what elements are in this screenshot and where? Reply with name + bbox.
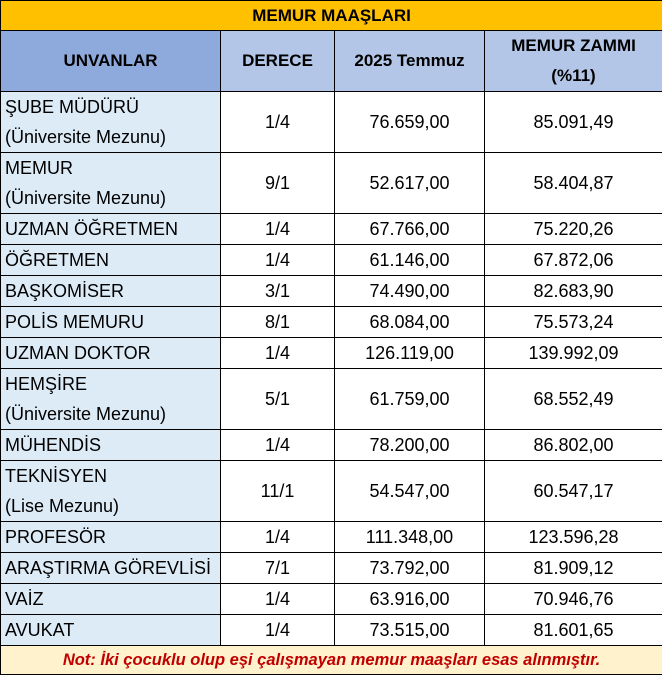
cell-maas: 126.119,00 — [335, 338, 485, 369]
unvan-label: ARAŞTIRMA GÖREVLİSİ — [5, 558, 212, 578]
table-row — [1, 522, 662, 553]
unvan-sublabel: (Üniversite Mezunu) — [5, 127, 167, 147]
table-row — [1, 338, 662, 369]
cell-zam: 60.547,17 — [485, 461, 662, 522]
cell-maas: 68.084,00 — [335, 307, 485, 338]
note-row — [1, 646, 662, 675]
table-row — [1, 584, 662, 615]
cell-unvan — [1, 615, 221, 646]
unvan-label: HEMŞİRE — [5, 374, 88, 394]
cell-derece: 8/1 — [221, 307, 335, 338]
unvan-label: BAŞKOMİSER — [5, 281, 125, 301]
cell-zam: 123.596,28 — [485, 522, 662, 553]
cell-unvan — [1, 584, 221, 615]
cell-zam: 139.992,09 — [485, 338, 662, 369]
cell-unvan — [1, 338, 221, 369]
table-row — [1, 214, 662, 245]
header-derece: DERECE — [221, 31, 335, 92]
table-row — [1, 92, 662, 153]
table-row — [1, 430, 662, 461]
unvan-label: UZMAN DOKTOR — [5, 343, 151, 363]
table-row — [1, 369, 662, 430]
table-row — [1, 276, 662, 307]
cell-unvan — [1, 369, 221, 430]
cell-maas: 61.759,00 — [335, 369, 485, 430]
cell-unvan — [1, 307, 221, 338]
unvan-label: MÜHENDİS — [5, 435, 102, 455]
unvan-label: VAİZ — [5, 589, 44, 609]
header-memur-zammi-line2: (%11) — [551, 66, 596, 85]
cell-zam: 75.220,26 — [485, 214, 662, 245]
cell-maas: 61.146,00 — [335, 245, 485, 276]
cell-zam: 81.909,12 — [485, 553, 662, 584]
cell-zam: 85.091,49 — [485, 92, 662, 153]
table-row — [1, 153, 662, 214]
cell-zam: 68.552,49 — [485, 369, 662, 430]
title-row — [1, 1, 662, 31]
cell-derece: 1/4 — [221, 214, 335, 245]
cell-zam: 81.601,65 — [485, 615, 662, 646]
cell-unvan — [1, 553, 221, 584]
cell-derece: 1/4 — [221, 430, 335, 461]
cell-maas: 111.348,00 — [335, 522, 485, 553]
header-memur-zammi — [485, 31, 662, 92]
cell-maas: 52.617,00 — [335, 153, 485, 214]
cell-derece: 1/4 — [221, 584, 335, 615]
cell-unvan — [1, 153, 221, 214]
cell-zam: 86.802,00 — [485, 430, 662, 461]
cell-unvan — [1, 522, 221, 553]
cell-maas: 73.515,00 — [335, 615, 485, 646]
cell-unvan — [1, 92, 221, 153]
cell-maas: 63.916,00 — [335, 584, 485, 615]
unvan-label: POLİS MEMURU — [5, 312, 145, 332]
cell-zam: 82.683,90 — [485, 276, 662, 307]
table-row — [1, 461, 662, 522]
cell-maas: 74.490,00 — [335, 276, 485, 307]
cell-derece: 1/4 — [221, 615, 335, 646]
table-row — [1, 553, 662, 584]
cell-maas: 67.766,00 — [335, 214, 485, 245]
cell-derece: 5/1 — [221, 369, 335, 430]
unvan-label: PROFESÖR — [5, 527, 107, 547]
cell-derece: 11/1 — [221, 461, 335, 522]
header-row — [1, 31, 662, 92]
cell-zam: 70.946,76 — [485, 584, 662, 615]
cell-maas: 76.659,00 — [335, 92, 485, 153]
cell-unvan — [1, 276, 221, 307]
unvan-sublabel: (Üniversite Mezunu) — [5, 404, 167, 424]
cell-zam: 67.872,06 — [485, 245, 662, 276]
footnote: Not: İki çocuklu olup eşi çalışmayan memur maaşları esas alınmıştır. — [1, 646, 662, 675]
cell-zam: 75.573,24 — [485, 307, 662, 338]
unvan-sublabel: (Lise Mezunu) — [5, 496, 120, 516]
unvan-sublabel: (Üniversite Mezunu) — [5, 188, 167, 208]
cell-derece: 1/4 — [221, 522, 335, 553]
cell-maas: 54.547,00 — [335, 461, 485, 522]
cell-derece: 9/1 — [221, 153, 335, 214]
cell-zam: 58.404,87 — [485, 153, 662, 214]
unvan-label: ŞUBE MÜDÜRÜ — [5, 97, 140, 117]
unvan-label: AVUKAT — [5, 620, 75, 640]
unvan-label: UZMAN ÖĞRETMEN — [5, 219, 178, 239]
cell-unvan — [1, 214, 221, 245]
unvan-label: ÖĞRETMEN — [5, 250, 110, 270]
header-unvanlar: UNVANLAR — [1, 31, 221, 92]
cell-unvan — [1, 461, 221, 522]
cell-unvan — [1, 245, 221, 276]
cell-unvan — [1, 430, 221, 461]
unvan-label: TEKNİSYEN — [5, 466, 108, 486]
table-row — [1, 245, 662, 276]
cell-derece: 7/1 — [221, 553, 335, 584]
cell-derece: 3/1 — [221, 276, 335, 307]
table-row — [1, 615, 662, 646]
cell-derece: 1/4 — [221, 245, 335, 276]
unvan-label: MEMUR — [5, 158, 73, 178]
header-memur-zammi-line1: MEMUR ZAMMI — [511, 36, 636, 55]
header-2025-temmuz: 2025 Temmuz — [335, 31, 485, 92]
cell-maas: 73.792,00 — [335, 553, 485, 584]
cell-maas: 78.200,00 — [335, 430, 485, 461]
table-row — [1, 307, 662, 338]
cell-derece: 1/4 — [221, 92, 335, 153]
table-title: MEMUR MAAŞLARI — [1, 1, 662, 31]
cell-derece: 1/4 — [221, 338, 335, 369]
